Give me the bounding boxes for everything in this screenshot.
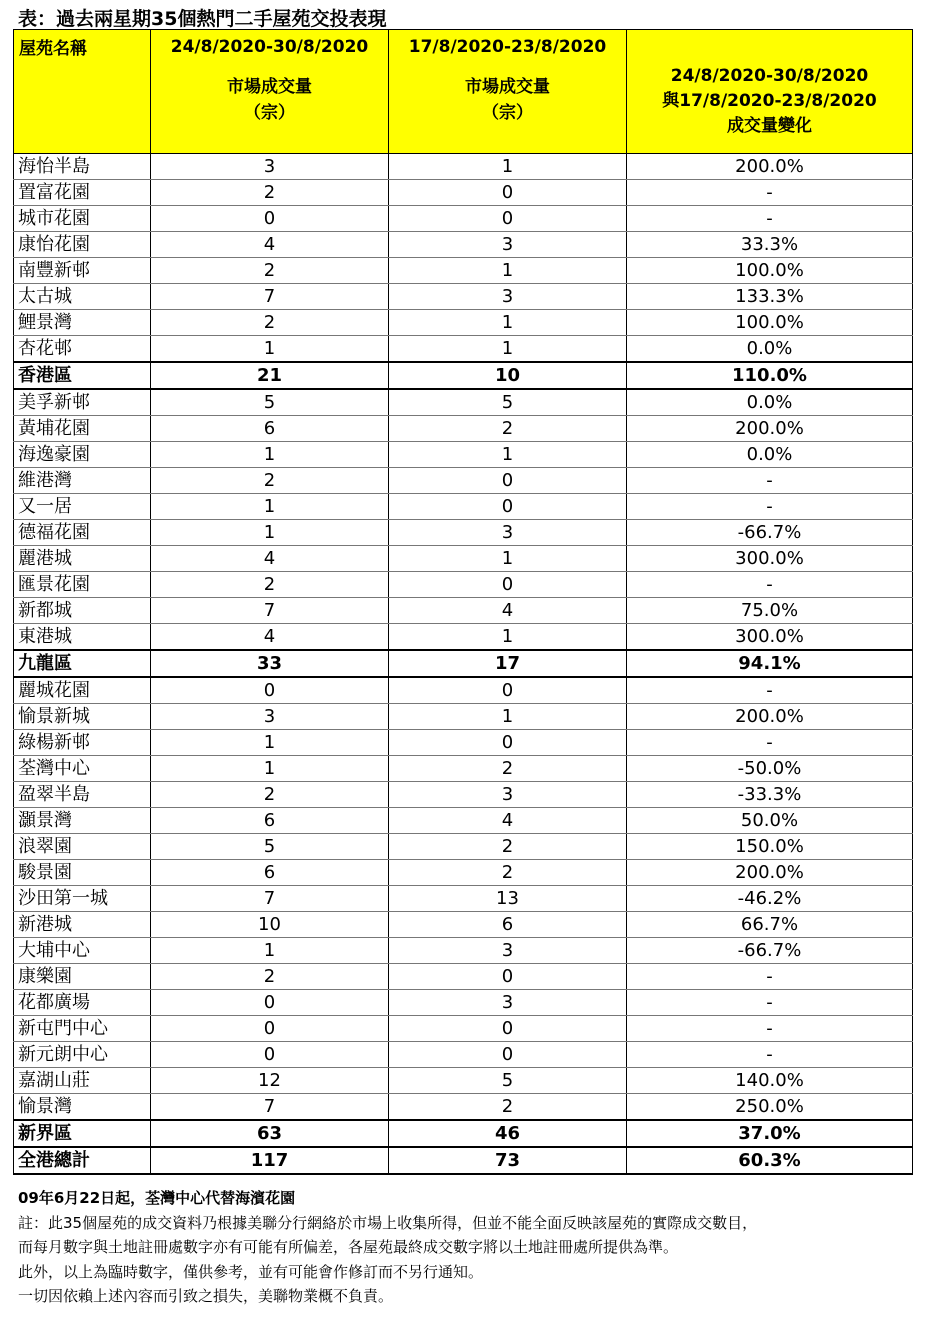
period-1-volume-cell: 0 [151,1016,389,1042]
subtotal-row [14,362,913,389]
estate-name-cell: 嘉湖山莊 [14,1068,151,1094]
estate-name-cell: 全港總計 [14,1147,151,1174]
subtotal-row [14,1120,913,1147]
change-cell: -66.7% [627,938,913,964]
header-period-1-unit: （宗） [244,103,295,123]
table-row [14,1042,913,1068]
change-cell: 110.0% [627,362,913,389]
period-1-volume-cell: 5 [151,834,389,860]
period-2-volume-cell: 4 [389,598,627,624]
estate-name-cell: 新界區 [14,1120,151,1147]
table-row [14,598,913,624]
period-2-volume-cell: 1 [389,546,627,572]
period-1-volume-cell: 3 [151,154,389,180]
estate-name-cell: 綠楊新邨 [14,730,151,756]
change-cell: 0.0% [627,389,913,416]
estate-name-cell: 黃埔花園 [14,416,151,442]
table-row [14,886,913,912]
change-cell: - [627,1016,913,1042]
table-row [14,756,913,782]
change-cell: -46.2% [627,886,913,912]
period-2-volume-cell: 17 [389,650,627,677]
estate-name-cell: 新港城 [14,912,151,938]
period-1-volume-cell: 0 [151,1042,389,1068]
change-cell: 200.0% [627,416,913,442]
header-row [14,30,913,154]
table-row [14,834,913,860]
period-2-volume-cell: 5 [389,389,627,416]
table-row [14,964,913,990]
period-2-volume-cell: 1 [389,154,627,180]
estate-name-cell: 康怡花園 [14,232,151,258]
change-cell: 60.3% [627,1147,913,1174]
table-row [14,154,913,180]
change-cell: 300.0% [627,624,913,651]
total-row [14,1147,913,1174]
period-2-volume-cell: 0 [389,677,627,704]
period-2-volume-cell: 0 [389,206,627,232]
period-1-volume-cell: 2 [151,310,389,336]
note-line-1: 註：此35個屋苑的成交資料乃根據美聯分行網絡於市場上收集所得，但並不能全面反映該屋苑的實際成交數目， [18,1213,758,1232]
period-1-volume-cell: 7 [151,886,389,912]
period-2-volume-cell: 3 [389,284,627,310]
period-2-volume-cell: 1 [389,442,627,468]
period-2-volume-cell: 3 [389,782,627,808]
subtotal-row [14,650,913,677]
change-cell: - [627,494,913,520]
estate-name-cell: 新屯門中心 [14,1016,151,1042]
change-cell: - [627,206,913,232]
estate-name-cell: 康樂園 [14,964,151,990]
estate-name-cell: 新元朗中心 [14,1042,151,1068]
period-2-volume-cell: 0 [389,494,627,520]
period-1-volume-cell: 1 [151,756,389,782]
period-2-volume-cell: 0 [389,964,627,990]
change-cell: - [627,572,913,598]
header-change-line1: 24/8/2020-30/8/2020 [670,66,869,86]
table-row [14,232,913,258]
change-cell: 200.0% [627,704,913,730]
change-cell: - [627,964,913,990]
period-2-volume-cell: 46 [389,1120,627,1147]
table-row [14,206,913,232]
period-1-volume-cell: 10 [151,912,389,938]
period-2-volume-cell: 1 [389,310,627,336]
change-cell: - [627,468,913,494]
change-cell: 250.0% [627,1094,913,1121]
table-row [14,912,913,938]
period-2-volume-cell: 0 [389,1016,627,1042]
estate-name-cell: 美孚新邨 [14,389,151,416]
change-cell: 140.0% [627,1068,913,1094]
period-2-volume-cell: 0 [389,730,627,756]
header-period-2-volume: 市場成交量 [465,77,550,97]
header-period-2-date: 17/8/2020-23/8/2020 [408,37,607,57]
table-row [14,494,913,520]
estate-name-cell: 海怡半島 [14,154,151,180]
estate-name-cell: 灝景灣 [14,808,151,834]
period-1-volume-cell: 0 [151,206,389,232]
change-cell: - [627,730,913,756]
header-change-line2: 與17/8/2020-23/8/2020 [662,91,877,111]
estate-name-cell: 東港城 [14,624,151,651]
period-2-volume-cell: 2 [389,756,627,782]
period-1-volume-cell: 4 [151,232,389,258]
note-line-4: 一切因依賴上述內容而引致之損失，美聯物業概不負責。 [18,1287,394,1305]
period-2-volume-cell: 5 [389,1068,627,1094]
period-1-volume-cell: 3 [151,704,389,730]
period-2-volume-cell: 0 [389,468,627,494]
estate-name-cell: 置富花園 [14,180,151,206]
period-2-volume-cell: 2 [389,416,627,442]
estate-name-cell: 香港區 [14,362,151,389]
period-1-volume-cell: 1 [151,442,389,468]
note-replacement: 09年6月22日起，荃灣中心代替海濱花園 [18,1189,296,1207]
change-cell: 150.0% [627,834,913,860]
period-2-volume-cell: 4 [389,808,627,834]
period-1-volume-cell: 33 [151,650,389,677]
estate-name-cell: 麗城花園 [14,677,151,704]
table-row [14,468,913,494]
estate-name-cell: 盈翠半島 [14,782,151,808]
change-cell: 200.0% [627,154,913,180]
change-cell: 100.0% [627,258,913,284]
period-2-volume-cell: 2 [389,834,627,860]
estate-name-cell: 花都廣場 [14,990,151,1016]
period-1-volume-cell: 4 [151,546,389,572]
change-cell: - [627,677,913,704]
change-cell: - [627,1042,913,1068]
change-cell: 0.0% [627,336,913,363]
header-change-line3: 成交量變化 [727,116,812,136]
period-2-volume-cell: 1 [389,258,627,284]
change-cell: 133.3% [627,284,913,310]
table-row [14,624,913,651]
table-row [14,860,913,886]
estate-name-cell: 駿景園 [14,860,151,886]
header-period-1-date: 24/8/2020-30/8/2020 [170,37,369,57]
period-1-volume-cell: 1 [151,494,389,520]
table-row [14,782,913,808]
table-row [14,336,913,363]
period-2-volume-cell: 1 [389,704,627,730]
table-row [14,572,913,598]
period-1-volume-cell: 63 [151,1120,389,1147]
period-1-volume-cell: 1 [151,336,389,363]
header-period-2 [389,30,627,154]
table-row [14,389,913,416]
change-cell: -50.0% [627,756,913,782]
estate-name-cell: 又一居 [14,494,151,520]
period-1-volume-cell: 5 [151,389,389,416]
period-1-volume-cell: 7 [151,598,389,624]
change-cell: 0.0% [627,442,913,468]
period-1-volume-cell: 7 [151,1094,389,1121]
estate-name-cell: 沙田第一城 [14,886,151,912]
estate-name-cell: 匯景花園 [14,572,151,598]
change-cell: - [627,990,913,1016]
period-1-volume-cell: 0 [151,990,389,1016]
note-line-2: 而每月數字與土地註冊處數字亦有可能有所偏差，各屋苑最終成交數字將以土地註冊處所提供為準。 [18,1238,679,1256]
estate-name-cell: 九龍區 [14,650,151,677]
change-cell: 94.1% [627,650,913,677]
table-row [14,180,913,206]
table-row [14,416,913,442]
period-2-volume-cell: 1 [389,624,627,651]
change-cell: 300.0% [627,546,913,572]
table-row [14,677,913,704]
change-cell: 66.7% [627,912,913,938]
estate-name-cell: 太古城 [14,284,151,310]
header-period-2-unit: （宗） [482,103,533,123]
table-row [14,704,913,730]
period-1-volume-cell: 1 [151,520,389,546]
estate-name-cell: 麗港城 [14,546,151,572]
table-row [14,730,913,756]
table-row [14,310,913,336]
period-1-volume-cell: 2 [151,572,389,598]
period-2-volume-cell: 73 [389,1147,627,1174]
estate-name-cell: 城市花園 [14,206,151,232]
period-1-volume-cell: 6 [151,416,389,442]
period-2-volume-cell: 3 [389,990,627,1016]
transaction-table [13,29,913,1175]
estate-name-cell: 海逸豪園 [14,442,151,468]
period-1-volume-cell: 0 [151,677,389,704]
period-1-volume-cell: 117 [151,1147,389,1174]
period-1-volume-cell: 2 [151,180,389,206]
table-body [14,154,913,1175]
estate-name-cell: 新都城 [14,598,151,624]
note-line-3: 此外，以上為臨時數字，僅供參考，並有可能會作修訂而不另行通知。 [18,1262,484,1281]
estate-name-cell: 鯉景灣 [14,310,151,336]
period-2-volume-cell: 2 [389,860,627,886]
estate-name-cell: 荃灣中心 [14,756,151,782]
period-2-volume-cell: 13 [389,886,627,912]
change-cell: 37.0% [627,1120,913,1147]
estate-name-cell: 南豐新邨 [14,258,151,284]
period-1-volume-cell: 7 [151,284,389,310]
period-2-volume-cell: 0 [389,572,627,598]
table-title: 表：過去兩星期35個熱門二手屋苑交投表現 [18,8,387,30]
period-1-volume-cell: 1 [151,730,389,756]
period-2-volume-cell: 3 [389,520,627,546]
table-row [14,1016,913,1042]
estate-name-cell: 德福花園 [14,520,151,546]
table-row [14,1094,913,1121]
period-2-volume-cell: 3 [389,232,627,258]
period-1-volume-cell: 1 [151,938,389,964]
period-1-volume-cell: 6 [151,860,389,886]
period-2-volume-cell: 6 [389,912,627,938]
header-estate-name: 屋苑名稱 [14,30,151,154]
period-1-volume-cell: 2 [151,468,389,494]
estate-name-cell: 愉景灣 [14,1094,151,1121]
header-period-1 [151,30,389,154]
table-row [14,546,913,572]
change-cell: 200.0% [627,860,913,886]
estate-name-cell: 大埔中心 [14,938,151,964]
period-2-volume-cell: 0 [389,1042,627,1068]
change-cell: 50.0% [627,808,913,834]
period-1-volume-cell: 12 [151,1068,389,1094]
period-2-volume-cell: 10 [389,362,627,389]
table-row [14,258,913,284]
period-1-volume-cell: 21 [151,362,389,389]
table-row [14,1068,913,1094]
period-1-volume-cell: 4 [151,624,389,651]
table-row [14,520,913,546]
period-2-volume-cell: 0 [389,180,627,206]
change-cell: 33.3% [627,232,913,258]
header-change [627,30,913,154]
period-2-volume-cell: 2 [389,1094,627,1121]
table-row [14,284,913,310]
period-1-volume-cell: 2 [151,964,389,990]
change-cell: 75.0% [627,598,913,624]
change-cell: - [627,180,913,206]
estate-name-cell: 愉景新城 [14,704,151,730]
table-row [14,938,913,964]
period-1-volume-cell: 6 [151,808,389,834]
table-row [14,808,913,834]
estate-name-cell: 維港灣 [14,468,151,494]
estate-name-cell: 浪翠園 [14,834,151,860]
change-cell: -66.7% [627,520,913,546]
estate-name-cell: 杏花邨 [14,336,151,363]
period-2-volume-cell: 1 [389,336,627,363]
change-cell: 100.0% [627,310,913,336]
table-row [14,990,913,1016]
change-cell: -33.3% [627,782,913,808]
period-2-volume-cell: 3 [389,938,627,964]
period-1-volume-cell: 2 [151,258,389,284]
table-row [14,442,913,468]
footnotes [18,1186,757,1309]
header-period-1-volume: 市場成交量 [227,77,312,97]
period-1-volume-cell: 2 [151,782,389,808]
